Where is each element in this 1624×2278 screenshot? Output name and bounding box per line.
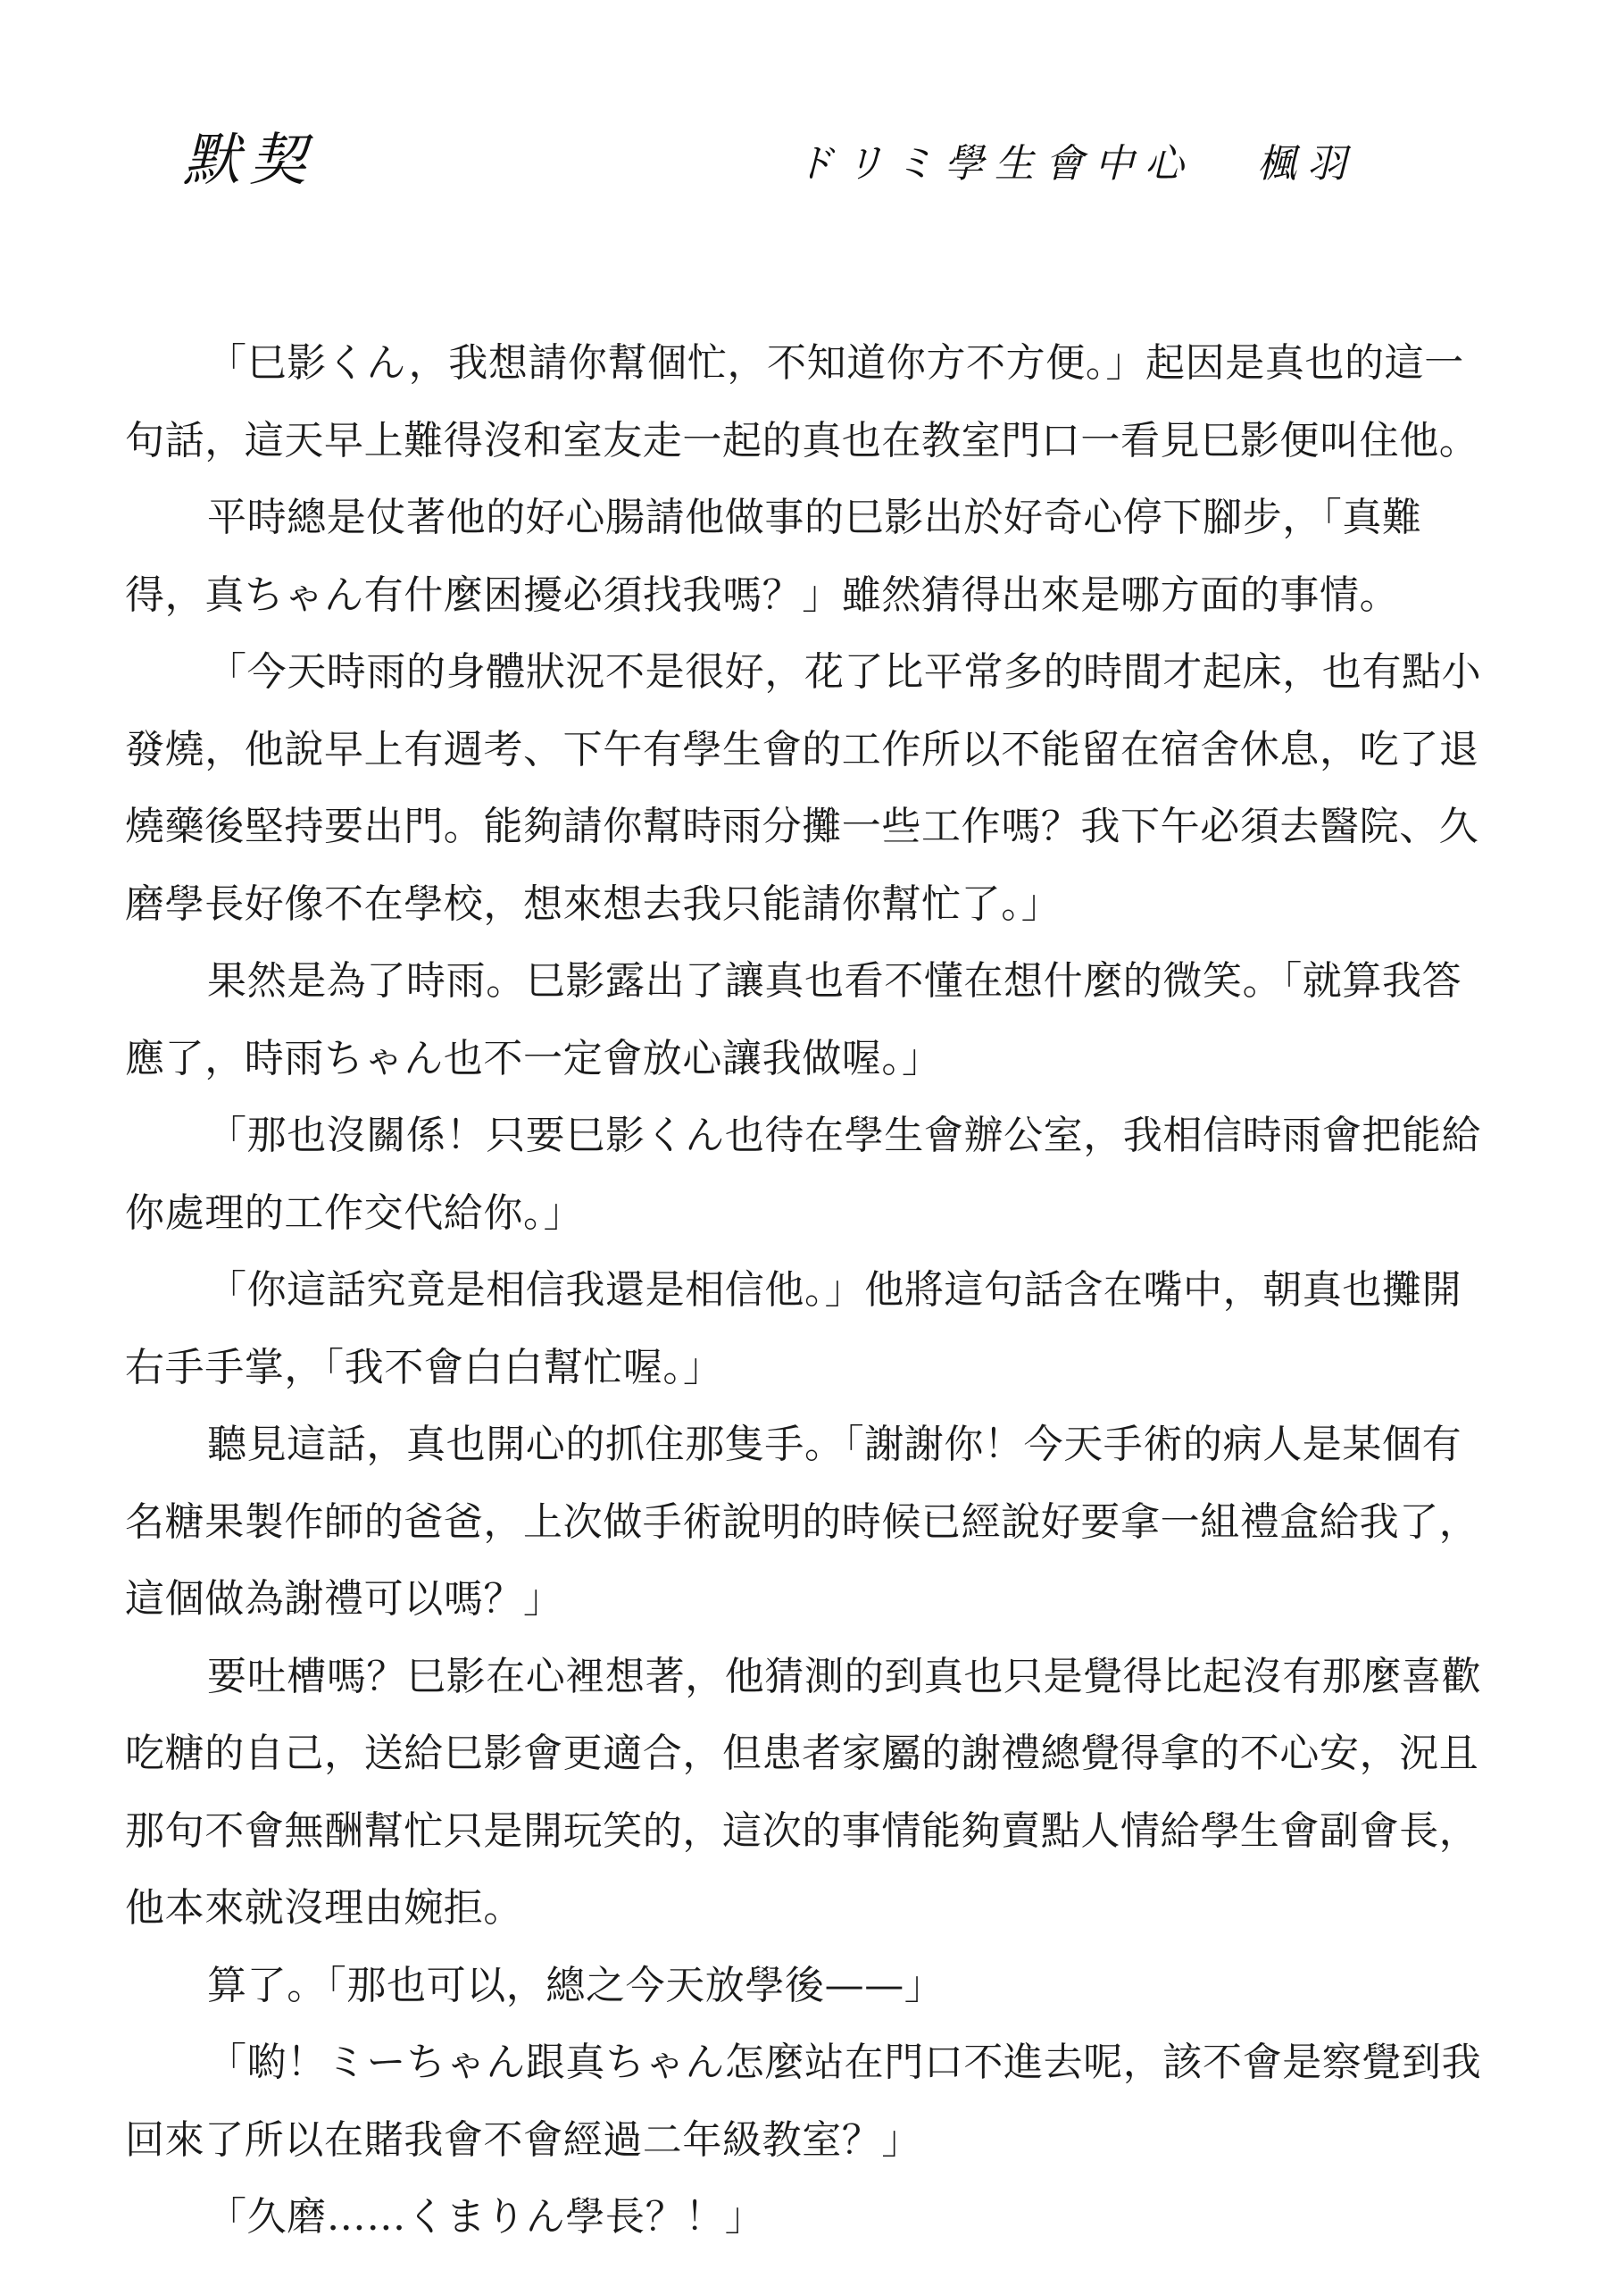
body-line: 「久磨……くまりん學長？！」	[207, 2194, 765, 2240]
body-line: 這個做為謝禮可以嗎？」	[125, 1576, 563, 1622]
body-line: 算了。「那也可以，總之今天放學後——」	[207, 1962, 945, 2008]
body-line: 平時總是仗著他的好心腸請他做事的巳影出於好奇心停下腳步，「真難	[207, 495, 1422, 540]
body-line: 你處理的工作交代給你。」	[125, 1189, 584, 1236]
author-name: 楓羽	[1257, 141, 1357, 187]
body-line: 回來了所以在賭我會不會經過二年級教室？」	[125, 2116, 921, 2163]
story-title: 默契	[183, 128, 315, 194]
body-line: 磨學長好像不在學校，想來想去我只能請你幫忙了。」	[125, 880, 1062, 927]
body-line: 「那也沒關係！只要巳影くん也待在學生會辦公室，我相信時雨會把能給	[207, 1113, 1482, 1158]
body-line: 得，真ちゃん有什麼困擾必須找我嗎？」雖然猜得出來是哪方面的事情。	[125, 572, 1400, 618]
body-line: 「你這話究竟是相信我還是相信他。」他將這句話含在嘴中，朝真也攤開	[207, 1267, 1462, 1313]
body-line: 「喲！ミーちゃん跟真ちゃん怎麼站在門口不進去呢，該不會是察覺到我	[207, 2040, 1482, 2085]
body-line: 應了，時雨ちゃん也不一定會放心讓我做喔。」	[125, 1035, 942, 1081]
body-line: 句話，這天早上難得沒和室友走一起的真也在教室門口一看見巳影便叫住他。	[125, 417, 1479, 463]
body-line: 那句不會無酬幫忙只是開玩笑的，這次的事情能夠賣點人情給學生會副會長，	[125, 1807, 1479, 1854]
body-line: 果然是為了時雨。巳影露出了讓真也看不懂在想什麼的微笑。「就算我答	[207, 958, 1462, 1004]
body-line: 「巳影くん，我想請你幫個忙，不知道你方不方便。」起因是真也的這一	[207, 340, 1464, 386]
story-body	[125, 325, 1518, 2257]
body-line: 發燒，他說早上有週考、下午有學生會的工作所以不能留在宿舍休息，吃了退	[125, 726, 1479, 772]
body-line: 「今天時雨的身體狀況不是很好，花了比平常多的時間才起床，也有點小	[207, 649, 1482, 695]
body-line: 右手手掌，「我不會白白幫忙喔。」	[125, 1344, 723, 1390]
body-line: 聽見這話，真也開心的抓住那隻手。「謝謝你！今天手術的病人是某個有	[207, 1422, 1462, 1467]
body-line: 他本來就沒理由婉拒。	[125, 1885, 523, 1931]
body-line: 名糖果製作師的爸爸，上次做手術說明的時候已經說好要拿一組禮盒給我了，	[125, 1498, 1479, 1545]
author-line	[795, 136, 1357, 193]
author-group: ドリミ學生會中心	[795, 141, 1195, 187]
body-line: 燒藥後堅持要出門。能夠請你幫時雨分攤一些工作嗎？我下午必須去醫院、久	[125, 804, 1479, 849]
body-line: 吃糖的自己，送給巳影會更適合，但患者家屬的謝禮總覺得拿的不心安，況且	[125, 1731, 1479, 1776]
body-line: 要吐槽嗎？巳影在心裡想著，他猜測的到真也只是覺得比起沒有那麼喜歡	[207, 1653, 1482, 1699]
